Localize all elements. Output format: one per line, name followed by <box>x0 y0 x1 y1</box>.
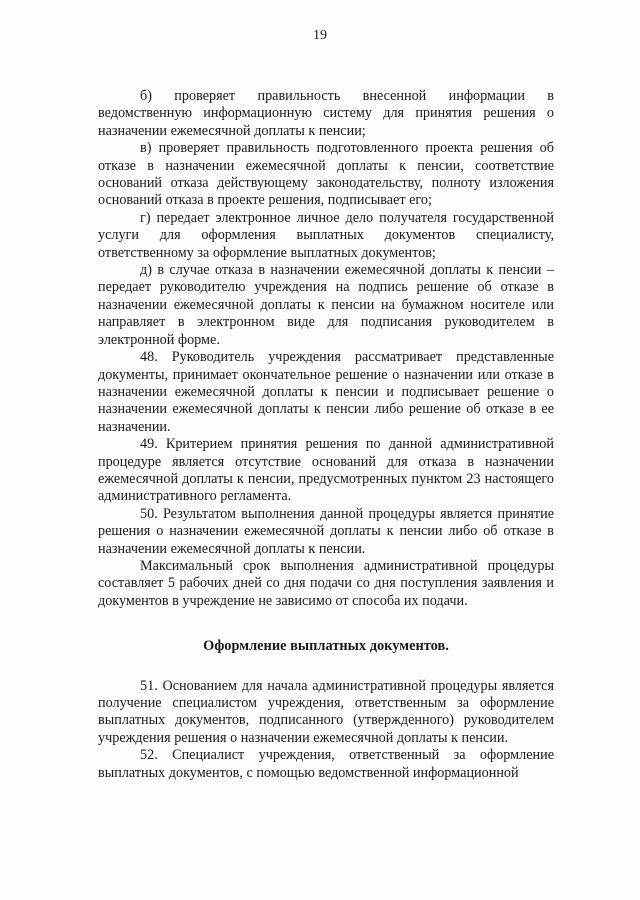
document-body <box>98 88 554 782</box>
paragraph-52: 52. Специалист учреждения, ответственный за оформление выплатных документов, с помощью ведомственной информационной <box>98 747 554 781</box>
paragraph-49: 49. Критерием принятия решения по данной административной процедуре является отсутствие оснований для отказа в назначении ежемесячной доплаты к пенсии, предусмотренных пунктом 23 настоящего административного регламента. <box>98 436 554 505</box>
paragraph-v: в) проверяет правильность подготовленного проекта решения об отказе в назначении ежемесячной доплаты к пенсии, соответствие оснований отказа действующему законодательству, полноту изложения оснований отказа в проекте решения, подписывает его; <box>98 140 554 209</box>
page-number: 19 <box>313 28 327 43</box>
paragraph-max-term: Максимальный срок выполнения административной процедуры составляет 5 рабочих дней со дня подачи со дня поступления заявления и документов в учреждение не зависимо от способа их подачи. <box>98 557 554 609</box>
paragraph-51: 51. Основанием для начала административной процедуры является получение специалистом учреждения, ответственным за оформление выплатных документов, подписанного (утвержденного) руководителем учреждения решения о назначении ежемесячной доплаты к пенсии. <box>98 677 554 746</box>
paragraph-50: 50. Результатом выполнения данной процедуры является принятие решения о назначении ежемесячной доплаты к пенсии либо об отказе в назначении ежемесячной доплаты к пенсии. <box>98 505 554 557</box>
paragraph-g: г) передает электронное личное дело получателя государственной услуги для оформления выплатных документов специалисту, ответственному за оформление выплатных документов; <box>98 209 554 261</box>
section-heading: Оформление выплатных документов. <box>203 638 449 655</box>
paragraph-b: б) проверяет правильность внесенной информации в ведомственную информационную систему для принятия решения о назначении ежемесячной доплаты к пенсии; <box>98 88 554 139</box>
paragraph-48: 48. Руководитель учреждения рассматривает представленные документы, принимает окончательное решение о назначении или отказе в назначении ежемесячной доплаты к пенсии и подписывает решение о назначении ежемесячной доплаты к пенсии либо решение об отказе в ее назначении. <box>98 349 554 435</box>
paragraph-d: д) в случае отказа в назначении ежемесячной доплаты к пенсии – передает руководителю учреждения на подпись решение об отказе в назначении ежемесячной доплаты к пенсии на бумажном носителе или направляет в электронном виде для подписания руководителем в электронной форме. <box>98 262 554 348</box>
